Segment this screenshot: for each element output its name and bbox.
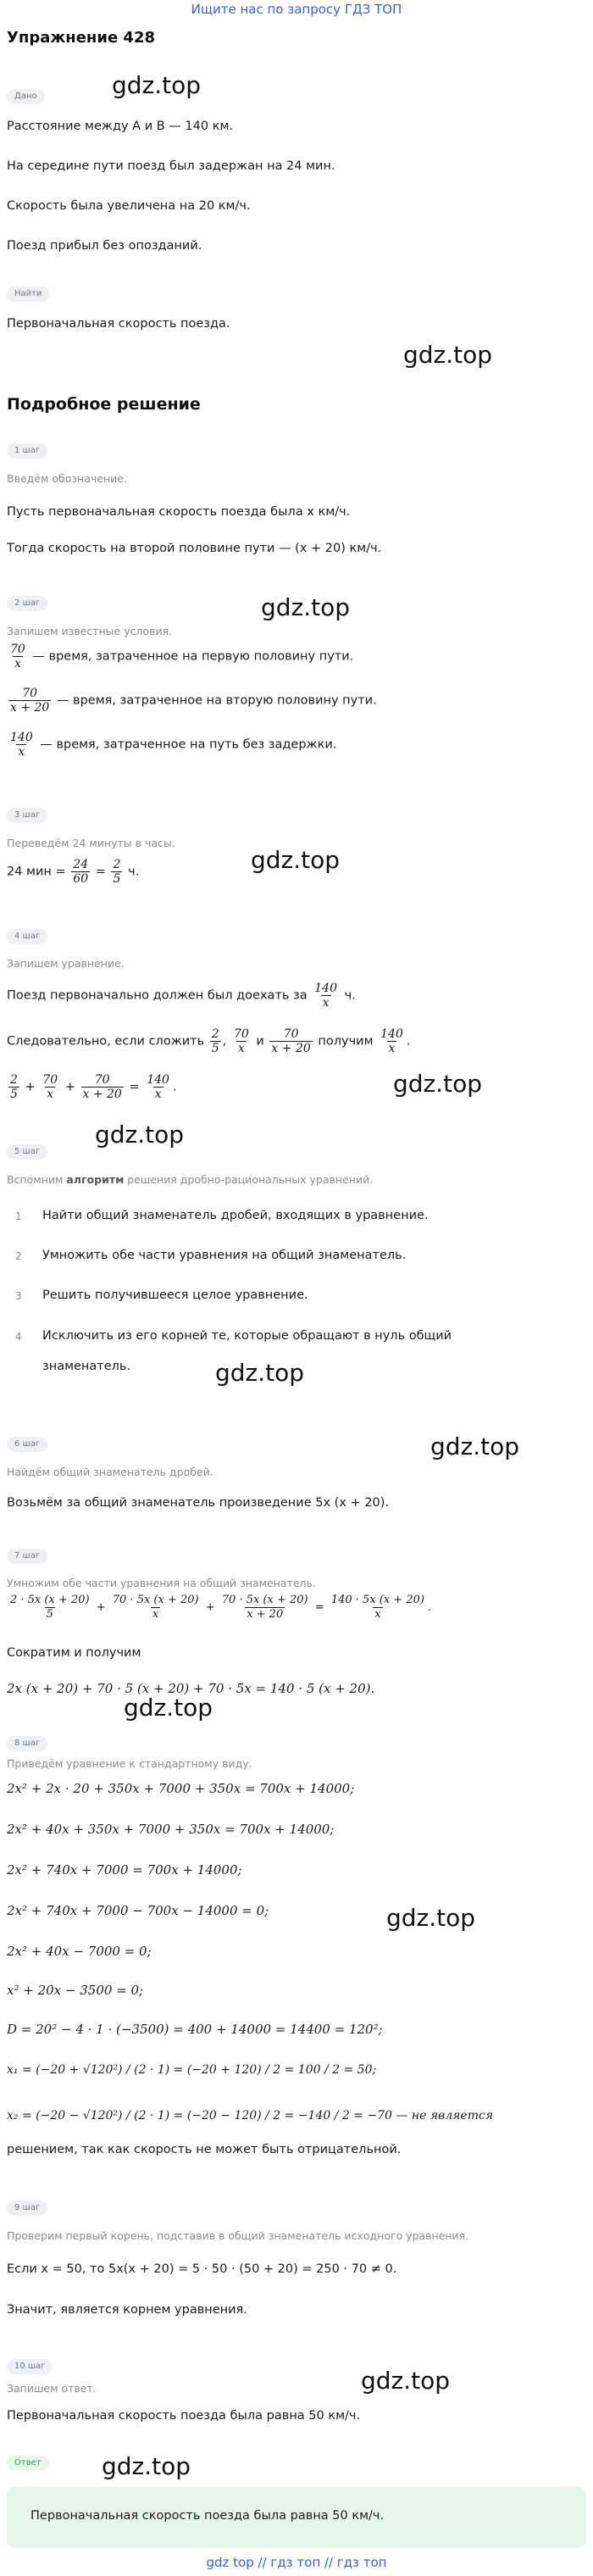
step-hint: Введём обозначение. — [7, 472, 127, 485]
step-hint: Запишем уравнение. — [7, 957, 125, 970]
equation: D = 20² − 4 · 1 · (−3500) = 400 + 14000 = 14400 = 120²; — [7, 2022, 383, 2037]
watermark: gdz.top — [261, 593, 351, 621]
step-text: решением, так как скорость не может быть отрицательной. — [7, 2143, 402, 2156]
step-tag: 3 шаг — [7, 808, 47, 823]
step-text: ч. — [341, 988, 356, 1003]
step-text: Тогда скорость на второй половине пути — (x + 20) км/ч. — [7, 542, 382, 555]
list-item: Умножить обе части уравнения на общий знаменатель. — [42, 1249, 407, 1262]
list-item: Найти общий знаменатель дробей, входящих в уравнение. — [42, 1209, 429, 1222]
watermark: gdz.top — [361, 2367, 451, 2395]
list-number: 4 — [15, 1331, 22, 1343]
footer-links[interactable]: gdz top // гдз топ // гдз топ — [206, 2555, 387, 2570]
fraction: $\frac{70}{x + 20}$ — [10, 687, 50, 715]
equation: 2x² + 40x − 7000 = 0; — [7, 1944, 152, 1959]
step-text: — время, затраченное на вторую половину пути. — [53, 693, 377, 708]
search-banner[interactable]: Ищите нас по запросу ГДЗ ТОП — [191, 2, 402, 17]
step-hint: Вспомним алгоритм решения дробно-рациональных уравнений. — [7, 1173, 374, 1186]
list-number: 3 — [15, 1290, 22, 1302]
watermark: gdz.top — [430, 1433, 520, 1460]
equation: 2x (x + 20) + 70 · 5 (x + 20) + 70 · 5x = 140 · 5 (x + 20). — [7, 1681, 375, 1696]
step-hint: Переведём 24 минуты в часы. — [7, 837, 175, 849]
watermark: gdz.top — [102, 2452, 191, 2480]
step-hint: Запишем ответ. — [7, 2382, 97, 2395]
watermark: gdz.top — [386, 1904, 476, 1932]
watermark: gdz.top — [215, 1359, 305, 1387]
equation: 2x² + 740x + 7000 − 700x − 14000 = 0; — [7, 1903, 269, 1918]
step-tag: 5 шаг — [7, 1144, 47, 1160]
step-tag: 4 шаг — [7, 929, 47, 944]
solution-title: Подробное решение — [7, 395, 201, 414]
step-text: Следовательно, если сложить — [7, 1034, 208, 1049]
list-item: Решить получившееся целое уравнение. — [42, 1288, 308, 1302]
step-text: Значит, является корнем уравнения. — [7, 2303, 247, 2317]
step-text: 24 мин = — [7, 865, 70, 879]
watermark: gdz.top — [95, 1121, 185, 1149]
step-text: Сократим и получим — [7, 1646, 141, 1660]
step-text: — время, затраченное на путь без задержки. — [36, 737, 337, 752]
step-text: Поезд первоначально должен был доехать за — [7, 988, 312, 1003]
equation: $\frac{2}{5}$ + $\frac{70}{x}$ + $\frac{70}{x + 20}$ = $\frac{140}{x}$ . — [10, 1073, 177, 1101]
watermark: gdz.top — [403, 341, 493, 369]
equation: x₂ = (−20 − √120²) / (2 · 1) = (−20 − 120) / 2 = −140 / 2 = −70 — не является — [7, 2109, 494, 2123]
step-text: Первоначальная скорость поезда была равна 50 км/ч. — [7, 2409, 361, 2423]
list-number: 1 — [15, 1210, 22, 1222]
watermark: gdz.top — [251, 846, 341, 874]
watermark: gdz.top — [393, 1070, 483, 1098]
page-title: Упражнение 428 — [7, 29, 155, 47]
step-tag: 6 шаг — [7, 1437, 47, 1452]
equation: x₁ = (−20 + √120²) / (2 · 1) = (−20 + 120) / 2 = 100 / 2 = 50; — [7, 2063, 377, 2077]
step-hint: Умножим обе части уравнения на общий знаменатель. — [7, 1577, 316, 1589]
equation: 2x² + 740x + 7000 = 700x + 14000; — [7, 1862, 242, 1878]
fraction: $\frac{140}{x}$ — [10, 731, 33, 759]
step-tag: 1 шаг — [7, 443, 47, 459]
list-item: знаменатель. — [42, 1360, 131, 1373]
step-tag: 2 шаг — [7, 596, 47, 611]
step-tag: 7 шаг — [7, 1549, 47, 1564]
step-text: Возьмём за общий знаменатель произведение 5x (x + 20). — [7, 1496, 389, 1510]
step-hint: Приведём уравнение к стандартному виду. — [7, 1757, 252, 1770]
equation: 2x² + 40x + 350x + 7000 + 350x = 700x + 14000; — [7, 1822, 335, 1837]
step-tag: 9 шаг — [7, 2200, 47, 2216]
given-tag: Дано — [7, 89, 45, 104]
step-text: и — [252, 1034, 269, 1049]
step-hint: Проверим первый корень, подставив в общий знаменатель исходного уравнения. — [7, 2229, 469, 2242]
step-text: Пусть первоначальная скорость поезда была x км/ч. — [7, 505, 351, 519]
equation: x² + 20x − 3500 = 0; — [7, 1983, 144, 1998]
watermark: gdz.top — [112, 71, 202, 99]
step-hint: Найдём общий знаменатель дробей. — [7, 1466, 213, 1478]
step-tag: 8 шаг — [7, 1736, 47, 1751]
given-line: Поезд прибыл без опозданий. — [7, 239, 202, 253]
find-tag: Найти — [7, 287, 49, 302]
step-text: Если x = 50, то 5x(x + 20) = 5 · 50 · (50 + 20) = 250 · 70 ≠ 0. — [7, 2262, 397, 2276]
equation: $\frac{2 \cdot 5x (x + 20)}{5}$ + $\frac{70 \cdot 5x (x + 20)}{x}$ + $\frac{70 \cdot 5x (x + 20)}{x + 20}$ = $\frac{140 \cdot 5x (x + 20)}{x}$ . — [10, 1594, 432, 1621]
step-text: — время, затраченное на первую половину пути. — [28, 649, 354, 664]
equation: 2x² + 2x · 20 + 350x + 7000 + 350x = 700x + 14000; — [7, 1781, 355, 1796]
fraction: $\frac{70}{x}$ — [10, 643, 25, 670]
step-tag: 10 шаг — [7, 2359, 53, 2374]
step-hint: Запишем известные условия. — [7, 625, 173, 637]
step-text: ч. — [124, 865, 140, 879]
answer-tag: Ответ — [7, 2456, 49, 2471]
watermark: gdz.top — [124, 1694, 213, 1722]
given-line: На середине пути поезд был задержан на 24 мин. — [7, 159, 335, 173]
find-line: Первоначальная скорость поезда. — [7, 317, 230, 331]
step-text: получим — [313, 1034, 378, 1049]
given-line: Скорость была увеличена на 20 км/ч. — [7, 199, 251, 213]
list-number: 2 — [15, 1250, 22, 1262]
answer-text: Первоначальная скорость поезда была равна 50 км/ч. — [30, 2509, 385, 2523]
given-line: Расстояние между A и B — 140 км. — [7, 120, 234, 133]
list-item: Исключить из его корней те, которые обращают в нуль общий — [42, 1329, 452, 1343]
